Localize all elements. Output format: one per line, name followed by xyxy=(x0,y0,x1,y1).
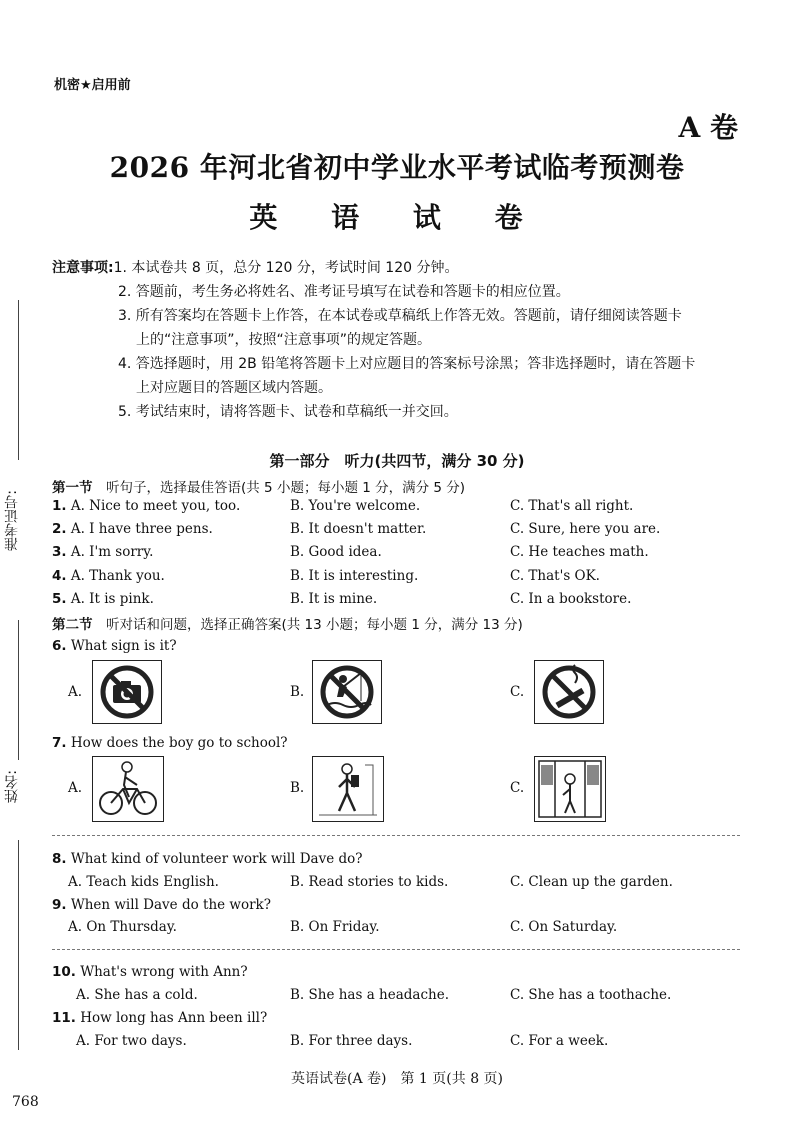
exam-number-label: 准考证号: xyxy=(4,490,20,551)
option-c: C. Sure, here you are. xyxy=(510,521,661,537)
question-11 xyxy=(52,1010,267,1026)
binding-line-middle xyxy=(18,620,19,760)
option-c-label: C. xyxy=(510,780,525,796)
paper-version: A 卷 xyxy=(678,111,738,144)
question-number: 7. xyxy=(52,735,67,751)
part-title: 第一部分 听力(共四节，满分 30 分) xyxy=(269,452,525,470)
option-a: A. She has a cold. xyxy=(76,987,198,1003)
option-a xyxy=(52,498,240,514)
page-title: 2026 年河北省初中学业水平考试临考预测卷 xyxy=(109,151,685,184)
note-item-continued: 上的“注意事项”，按照“注意事项”的规定答题。 xyxy=(136,332,432,348)
question-6 xyxy=(52,638,177,654)
note-item-continued: 上对应题目的答题区域内答题。 xyxy=(136,380,332,396)
option-a: A. On Thursday. xyxy=(68,919,177,935)
option-text: A. I have three pens. xyxy=(70,521,213,537)
section-label: 第二节 xyxy=(52,617,93,633)
page-footer: 英语试卷(A 卷) 第 1 页(共 8 页) xyxy=(290,1071,504,1087)
section-description: 听对话和问题，选择正确答案(共 13 小题；每小题 1 分，满分 13 分) xyxy=(92,617,523,633)
question-number: 6. xyxy=(52,638,67,654)
option-c: C. In a bookstore. xyxy=(510,591,632,607)
question-8 xyxy=(52,851,363,867)
question-number: 3. xyxy=(52,544,67,560)
option-a xyxy=(52,591,154,607)
option-text: A. It is pink. xyxy=(70,591,154,607)
note-item: 5. 考试结束时，请将答题卡、试卷和草稿纸一并交回。 xyxy=(118,404,458,420)
question-number: 11. xyxy=(52,1010,76,1026)
option-b: B. She has a headache. xyxy=(290,987,449,1003)
no-smoking-sign-icon xyxy=(534,660,604,724)
option-b: B. On Friday. xyxy=(290,919,380,935)
option-b: B. It doesn't matter. xyxy=(290,521,427,537)
option-a-label: A. xyxy=(68,780,83,796)
divider xyxy=(52,949,740,950)
question-row xyxy=(52,591,752,613)
option-c: C. For a week. xyxy=(510,1033,609,1049)
option-b-label: B. xyxy=(290,684,305,700)
option-b: B. For three days. xyxy=(290,1033,413,1049)
question-number: 10. xyxy=(52,964,76,980)
option-a: A. Teach kids English. xyxy=(68,874,219,890)
question-text: What's wrong with Ann? xyxy=(80,964,248,980)
note-item: 2. 答题前，考生务必将姓名、准考证号填写在试卷和答题卡的相应位置。 xyxy=(118,284,570,300)
note-item: 4. 答选择题时，用 2B 铅笔将答题卡上对应题目的答案标号涂黑；答非选择题时，请在答题卡 xyxy=(118,356,696,372)
question-number: 1. xyxy=(52,498,67,514)
question-row xyxy=(52,498,752,520)
notes-heading: 注意事项: xyxy=(52,260,114,276)
question-10 xyxy=(52,964,248,980)
question-text: How long has Ann been ill? xyxy=(80,1010,268,1026)
section-2-title xyxy=(52,613,523,633)
question-text: What sign is it? xyxy=(70,638,177,654)
question-number: 2. xyxy=(52,521,67,537)
question-text: What kind of volunteer work will Dave do? xyxy=(70,851,363,867)
answer-row xyxy=(52,987,752,1009)
question-row xyxy=(52,521,752,543)
question-number: 4. xyxy=(52,568,67,584)
question-row xyxy=(52,544,752,566)
option-a-label: A. xyxy=(68,684,83,700)
binding-line-bottom xyxy=(18,840,19,1050)
option-b: B. Good idea. xyxy=(290,544,382,560)
section-1-title xyxy=(52,476,465,496)
question-number: 8. xyxy=(52,851,67,867)
boy-on-bus-icon xyxy=(534,756,606,822)
question-text: How does the boy go to school? xyxy=(70,735,288,751)
option-a xyxy=(52,568,165,584)
option-a: A. For two days. xyxy=(76,1033,187,1049)
subject-title: 英 语 试 卷 xyxy=(249,201,545,234)
no-fishing-sign-icon xyxy=(312,660,382,724)
answer-row xyxy=(52,874,752,896)
page-number: 768 xyxy=(12,1094,39,1110)
option-c: C. That's all right. xyxy=(510,498,634,514)
question-7 xyxy=(52,735,288,751)
exam-notes xyxy=(52,256,752,424)
question-text: When will Dave do the work? xyxy=(70,897,271,913)
boy-walking-icon xyxy=(312,756,384,822)
option-c: C. That's OK. xyxy=(510,568,600,584)
note-item: 3. 所有答案均在答题卡上作答，在本试卷或草稿纸上作答无效。答题前，请仔细阅读答题卡 xyxy=(118,308,682,324)
no-photography-sign-icon xyxy=(92,660,162,724)
option-b-label: B. xyxy=(290,780,305,796)
option-a xyxy=(52,544,153,560)
divider xyxy=(52,835,740,836)
question-number: 5. xyxy=(52,591,67,607)
option-b: B. Read stories to kids. xyxy=(290,874,449,890)
option-c: C. She has a toothache. xyxy=(510,987,672,1003)
binding-line-top xyxy=(18,300,19,460)
note-item: 1. 本试卷共 8 页，总分 120 分，考试时间 120 分钟。 xyxy=(113,260,459,276)
answer-row xyxy=(52,919,752,941)
option-b: B. It is interesting. xyxy=(290,568,419,584)
confidential-label: 机密★启用前 xyxy=(54,78,131,93)
section-label: 第一节 xyxy=(52,480,93,496)
question-number: 9. xyxy=(52,897,67,913)
option-c: C. He teaches math. xyxy=(510,544,649,560)
question-row xyxy=(52,568,752,590)
option-text: A. I'm sorry. xyxy=(70,544,154,560)
name-label: 姓名: xyxy=(4,770,20,803)
option-text: A. Nice to meet you, too. xyxy=(70,498,241,514)
option-b: B. It is mine. xyxy=(290,591,378,607)
section-description: 听句子，选择最佳答语(共 5 小题；每小题 1 分，满分 5 分) xyxy=(92,480,466,496)
question-9 xyxy=(52,897,271,913)
answer-row xyxy=(52,1033,752,1055)
option-a xyxy=(52,521,213,537)
option-b: B. You're welcome. xyxy=(290,498,421,514)
option-c-label: C. xyxy=(510,684,525,700)
option-text: A. Thank you. xyxy=(70,568,165,584)
boy-riding-bike-icon xyxy=(92,756,164,822)
option-c: C. Clean up the garden. xyxy=(510,874,673,890)
option-c: C. On Saturday. xyxy=(510,919,618,935)
